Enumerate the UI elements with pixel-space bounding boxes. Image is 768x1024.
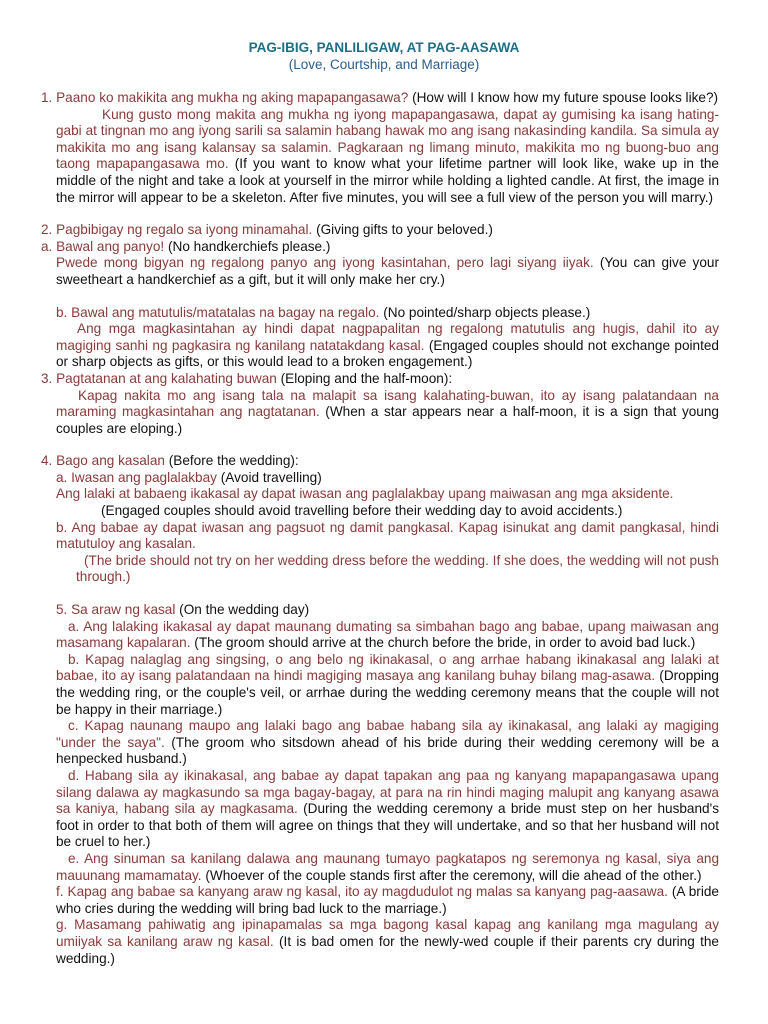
tagalog-text: e. Ang sinuman sa kanilang dalawa ang maunang tumayo pagkatapos ng seremonya ng kasal, siya ang mauunang mamamatay. [56, 850, 719, 883]
english-text: (It is bad omen for the newly-wed couple if their parents cry during the wedding.) [56, 933, 719, 966]
english-text: (The bride should not try on her wedding dress before the wedding. If she does, the wedding will not push through.) [76, 552, 719, 585]
section-4b-english [41, 553, 719, 586]
english-text: (During the wedding ceremony a bride must step on her husband's foot in order to that both of them will agree on things that they will undertake, and so that her husband will not be cruel to her.) [56, 801, 719, 850]
tagalog-text: d. Habang sila ay ikinakasal, ang babae ay dapat tapakan ang paa ng kanyang mapapangasawa upang silang dalawa ay magkasundo sa mga bagay-bagay, at para na rin hindi maging malupit ang kanyang asawa sa kaniya, habang sila ay magkasama. [56, 767, 719, 817]
tagalog-text: a. Iwasan ang paglalakbay [56, 469, 217, 485]
english-text: (A bride who cries during the wedding will bring bad luck to the marriage.) [56, 884, 719, 916]
section-4b-body [41, 520, 719, 553]
section-1-body [41, 107, 719, 207]
section-4a-heading [41, 470, 719, 487]
section-3-body [41, 388, 719, 438]
section-2a-body [41, 255, 719, 288]
document-subtitle: (Love, Courtship, and Marriage) [288, 57, 480, 72]
tagalog-text: b. Bawal ang matutulis/matatalas na bagay na regalo. [56, 304, 380, 320]
section-2-heading [41, 222, 719, 239]
tagalog-text: a. Bawal ang panyo! [41, 238, 165, 254]
section-4a-body-tagalog [41, 486, 719, 503]
tagalog-text: 4. Bago ang kasalan [41, 453, 165, 469]
tagalog-text: b. Ang babae ay dapat iwasan ang pagsuot ng damit pangkasal. Kapag isinukat ang damit pangkasal, hindi matutuloy ang kasalan. [56, 519, 719, 552]
section-5d [41, 768, 719, 851]
section-2b-heading [41, 305, 719, 322]
section-5a [41, 619, 719, 652]
section-2a-heading [41, 239, 719, 256]
section-4a-body-english [41, 503, 719, 520]
section-5c [41, 718, 719, 768]
document-title: PAG-IBIG, PANLILIGAW, AT PAG-AASAWA [248, 40, 520, 55]
section-1-question [41, 90, 719, 107]
section-3-heading [41, 371, 719, 388]
tagalog-text: Kapag nakita mo ang isang tala na malapit sa isang kalahating-buwan, ito ay isang palatandaan na maraming magkasintahan ang nagtatanan. [56, 387, 719, 420]
section-4-heading [41, 453, 719, 470]
document-body [41, 90, 719, 967]
tagalog-text: c. Kapag naunang maupo ang lalaki bago ang babae habang sila ay ikinakasal, ang lalaki ay magiging "under the saya". [56, 718, 719, 750]
english-text: (Dropping the wedding ring, or the couple's veil, or arrhae during the wedding ceremony means that the couple will not be happy in their marriage.) [56, 668, 719, 717]
english-text: (Whoever of the couple stands first after the ceremony, will die ahead of the other.) [205, 867, 702, 883]
section-5f [41, 884, 719, 917]
english-text: (No pointed/sharp objects please.) [383, 304, 591, 320]
tagalog-text: b. Kapag nalaglag ang singsing, o ang belo ng ikinakasal, o ang arrhae habang ikinakasal ang lalaki at babae, ito ay isang palatandaan na hindi magiging masaya ang kanilang buhay bilang mag-asawa. [56, 651, 719, 684]
english-text: (When a star appears near a half-moon, it is a sign that young couples are eloping.) [56, 404, 719, 436]
tagalog-text: f. Kapag ang babae sa kanyang araw ng kasal, ito ay magdudulot ng malas sa kanyang pag-aasawa. [56, 884, 668, 900]
english-text: (The groom who sitsdown ahead of his bride during their wedding ceremony will be a henpecked husband.) [56, 734, 719, 767]
english-text: (Eloping and the half-moon): [280, 370, 453, 386]
tagalog-text: 2. Pagbibigay ng regalo sa iyong minamahal. [41, 222, 313, 238]
english-text: (Giving gifts to your beloved.) [316, 222, 493, 238]
english-text: (Engaged couples should not exchange pointed or sharp objects as gifts, or this would lead to a broken engagement.) [56, 337, 719, 370]
english-text: (How will I know how my future spouse looks like?) [412, 90, 719, 105]
tagalog-text: a. Ang lalaking ikakasal ay dapat maunang dumating sa simbahan bago ang babae, upang maiwasan ang masamang kapalaran. [56, 618, 719, 651]
tagalog-text: Ang mga magkasintahan ay hindi dapat nagpapalitan ng regalong matutulis ang hugis, dahil ito ay magiging sanhi ng pagkasira ng kanilang natatakdang kasal. [56, 321, 719, 353]
section-2b-body [41, 321, 719, 371]
english-text: (Avoid travelling) [220, 469, 322, 485]
english-text: (On the wedding day) [179, 602, 310, 618]
tagalog-text: Kung gusto mong makita ang mukha ng iyong mapapangasawa, dapat ay gumising ka isang hating-gabi at tingnan mo ang iyong sarili sa salamin habang hawak mo ang isang nakasinding kandila. Sa simula ay makikita mo ang isang kalansay sa salamin. Pagkaraan ng limang minuto, makikita mo ng buong-buo ang taong mapapangasawa mo. [56, 106, 719, 172]
section-5g [41, 917, 719, 967]
english-text: (Engaged couples should avoid travelling before their wedding day to avoid accidents.) [101, 503, 623, 519]
tagalog-text: Ang lalaki at babaeng ikakasal ay dapat iwasan ang paglalakbay upang maiwasan ang mga aksidente. [56, 486, 674, 502]
english-text: (Before the wedding): [168, 453, 299, 469]
tagalog-text: 1. Paano ko makikita ang mukha ng aking mapapangasawa? [41, 90, 409, 105]
english-text: (You can give your sweetheart a handkerchief as a gift, but it will only make her cry.) [56, 255, 719, 287]
tagalog-text: g. Masamang pahiwatig ang ipinapamalas sa mga bagong kasal kapag ang kanilang mga magulang ay umiiyak sa kanilang araw ng kasal. [56, 917, 719, 949]
section-5-heading [41, 602, 719, 619]
english-text: (The groom should arrive at the church before the bride, in order to avoid bad luck.) [194, 635, 696, 651]
english-text: (If you want to know what your lifetime partner will look like, wake up in the middle of the night and take a look at yourself in the mirror while holding a lighted candle. At first, the image in the mirror will appear to be a skeleton. After five minutes, you will see a full view of the person you will marry.) [56, 156, 719, 205]
tagalog-text: Pwede mong bigyan ng regalong panyo ang iyong kasintahan, pero lagi siyang iiyak. [56, 255, 594, 271]
tagalog-text: 5. Sa araw ng kasal [56, 602, 176, 618]
english-text: (No handkerchiefs please.) [167, 238, 331, 254]
section-5b [41, 652, 719, 718]
tagalog-text: 3. Pagtatanan at ang kalahating buwan [41, 370, 277, 386]
section-5e [41, 851, 719, 884]
